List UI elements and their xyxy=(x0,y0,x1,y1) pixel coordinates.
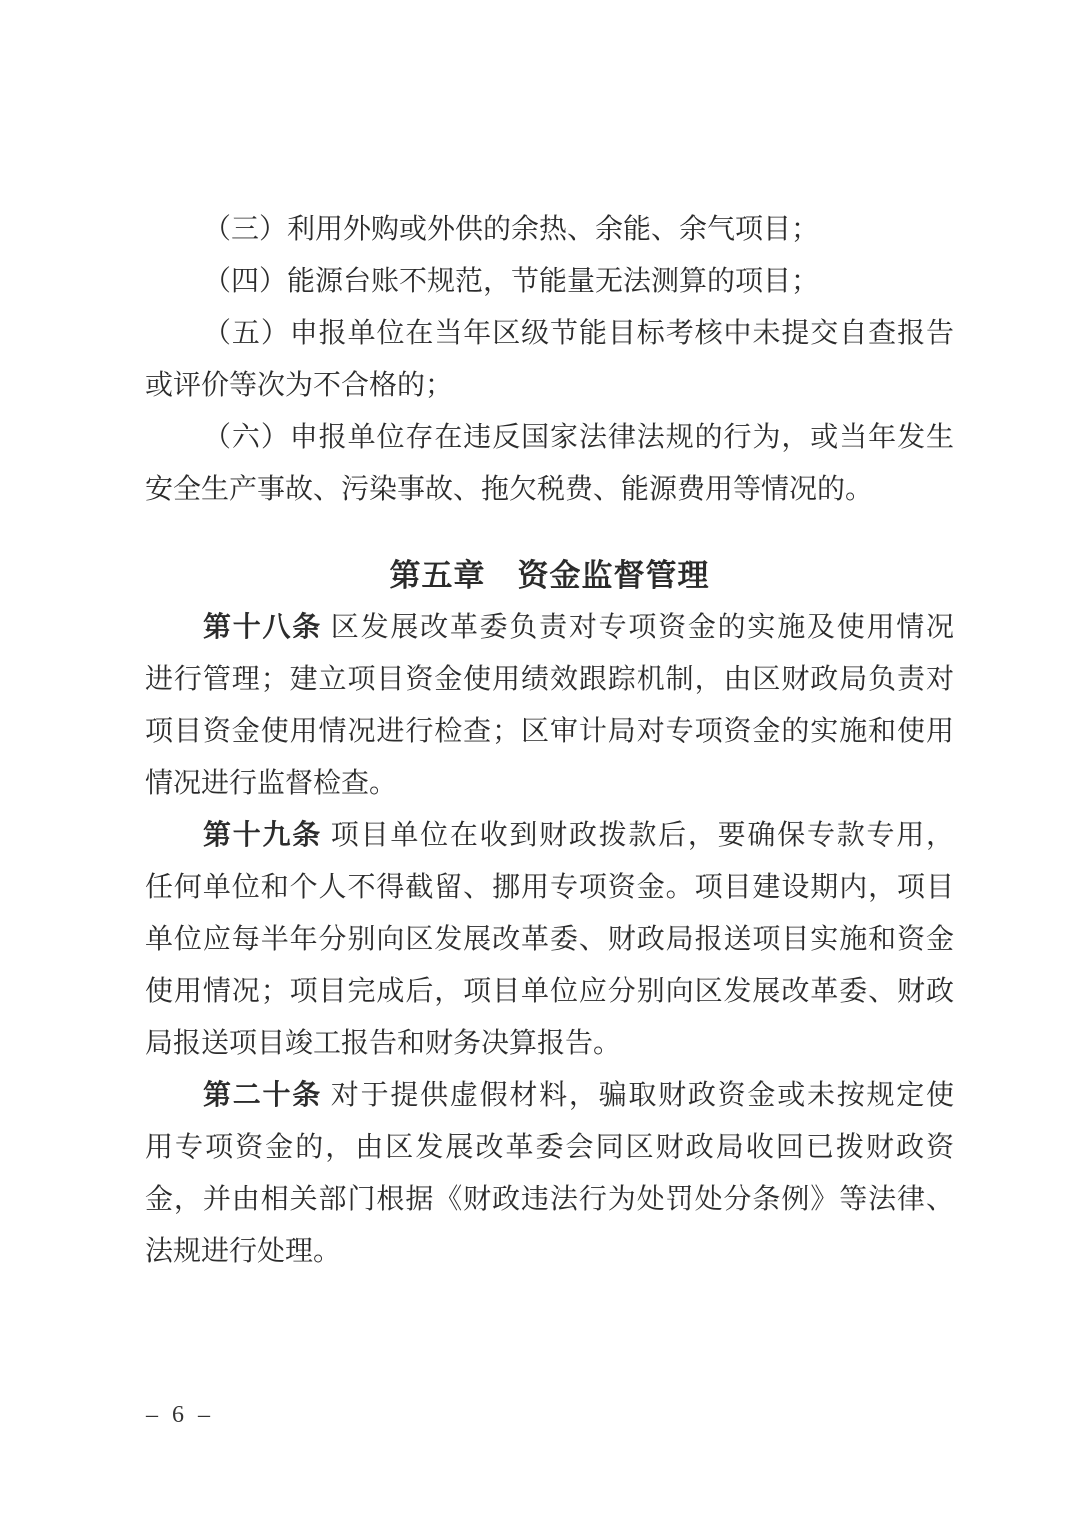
text-line: 用专项资金的，由区发展改革委会同区财政局收回已拨财政资 xyxy=(145,1132,954,1163)
text-line: （四）能源台账不规范，节能量无法测算的项目； xyxy=(203,266,820,297)
paragraph xyxy=(145,204,954,256)
text-line: 或评价等次为不合格的； xyxy=(145,370,454,401)
text-line: 情况进行监督检查。 xyxy=(145,768,398,799)
text-line: 项目资金使用情况进行检查；区审计局对专项资金的实施和使用 xyxy=(145,716,954,747)
paragraph xyxy=(145,810,954,1070)
text-line: （六）申报单位存在违反国家法律法规的行为，或当年发生 xyxy=(203,422,954,453)
document-body xyxy=(145,204,954,1278)
text-line: 任何单位和个人不得截留、挪用专项资金。项目建设期内，项目 xyxy=(145,872,954,903)
paragraph xyxy=(145,1070,954,1278)
text-line: 局报送项目竣工报告和财务决算报告。 xyxy=(145,1028,622,1059)
text-line: 第十九条 项目单位在收到财政拨款后，要确保专款专用， xyxy=(203,820,954,851)
text-line: 法规进行处理。 xyxy=(145,1236,342,1267)
text-line: 第二十条 对于提供虚假材料，骗取财政资金或未按规定使 xyxy=(203,1080,954,1111)
paragraph xyxy=(145,412,954,516)
article-number: 第十九条 xyxy=(203,820,323,851)
text-line: （五）申报单位在当年区级节能目标考核中未提交自查报告 xyxy=(203,318,954,349)
paragraph xyxy=(145,308,954,412)
text-line: 单位应每半年分别向区发展改革委、财政局报送项目实施和资金 xyxy=(145,924,954,955)
text-line: （三）利用外购或外供的余热、余能、余气项目； xyxy=(203,214,820,245)
article-number: 第十八条 xyxy=(203,612,323,643)
paragraph xyxy=(145,602,954,810)
text-line: 安全生产事故、污染事故、拖欠税费、能源费用等情况的。 xyxy=(145,474,874,505)
paragraph xyxy=(145,256,954,308)
text-line: 使用情况；项目完成后，项目单位应分别向区发展改革委、财政 xyxy=(145,976,954,1007)
text-line: 第十八条 区发展改革委负责对专项资金的实施及使用情况 xyxy=(203,612,954,643)
text-line: 进行管理；建立项目资金使用绩效跟踪机制，由区财政局负责对 xyxy=(145,664,954,695)
page-number: – 6 – xyxy=(146,1402,214,1428)
text-line: 金，并由相关部门根据《财政违法行为处罚处分条例》等法律、 xyxy=(145,1184,954,1215)
chapter-heading: 第五章 资金监督管理 xyxy=(389,558,710,593)
article-number: 第二十条 xyxy=(203,1080,323,1111)
